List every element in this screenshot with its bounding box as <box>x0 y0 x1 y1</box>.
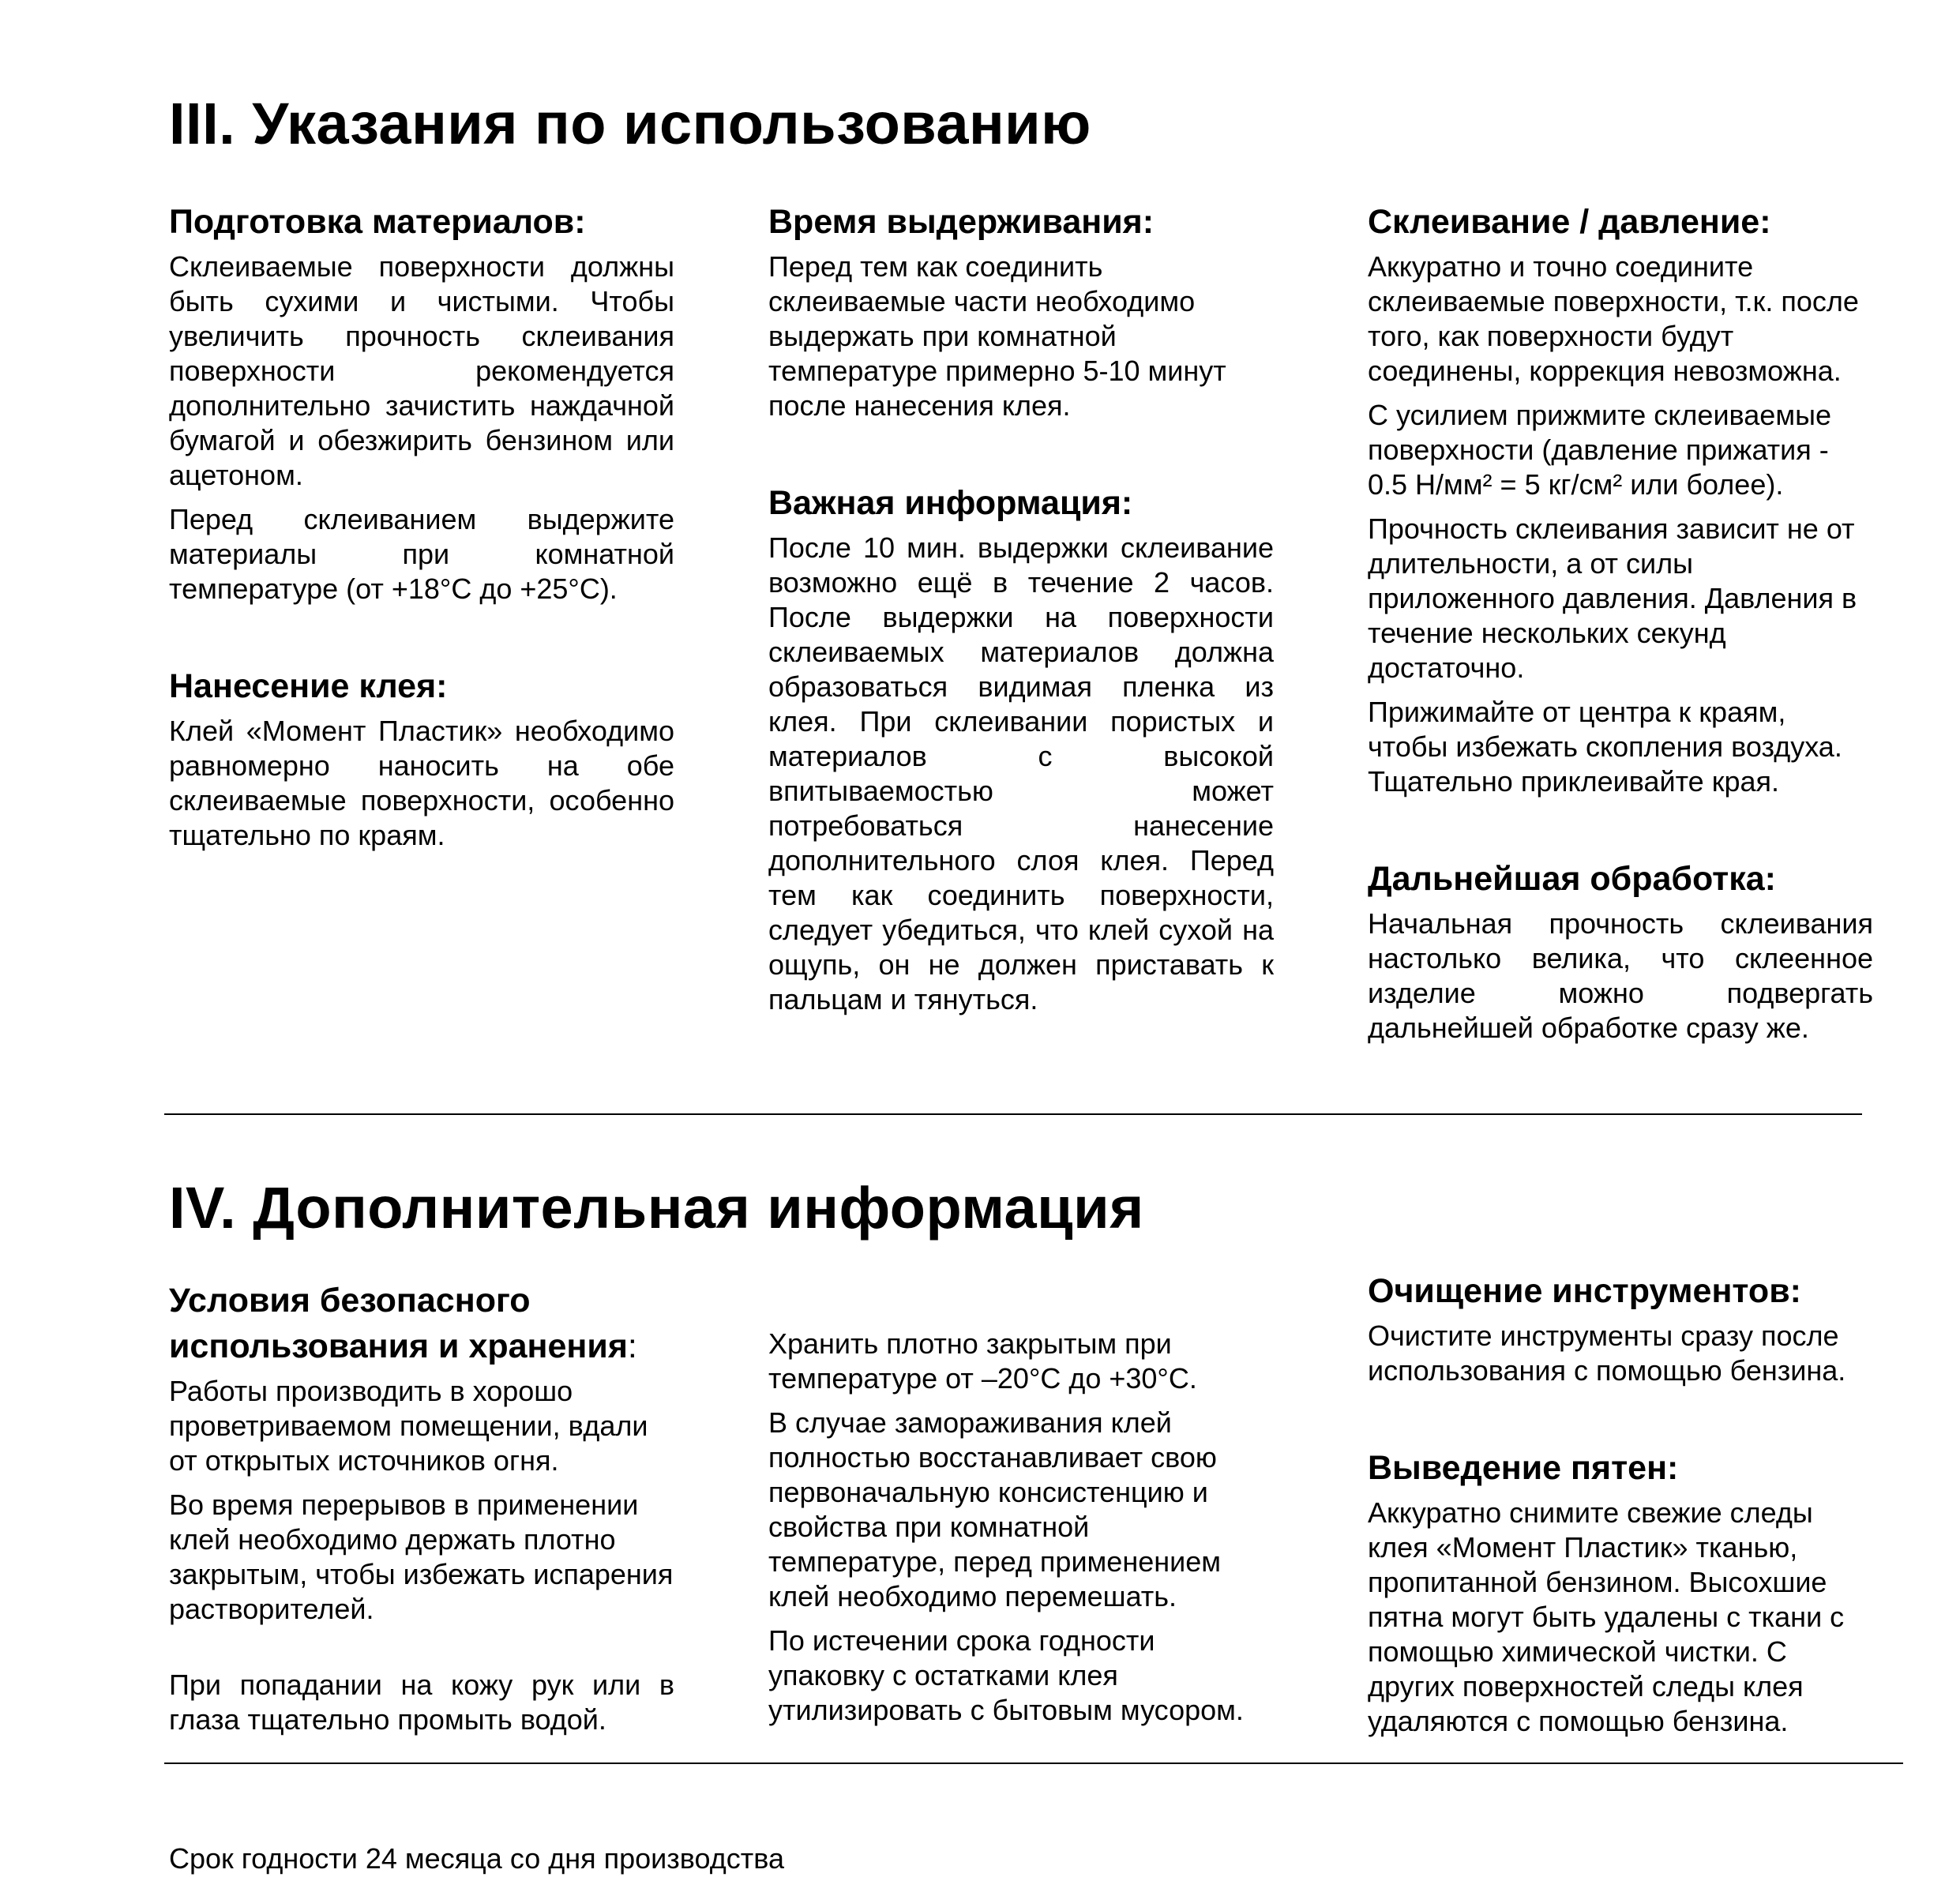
hold-time-section <box>768 199 1274 423</box>
further-processing-heading: Дальнейшая обработка: <box>1368 860 1776 898</box>
tool-cleaning-section <box>1368 1268 1873 1388</box>
bonding-paragraph-3: Прочность склеивания зависит не от длительности, а от силы приложенного давления. Давления в течение нескольких секунд достаточно. <box>1368 512 1857 684</box>
apply-heading: Нанесение клея: <box>169 667 448 705</box>
storage-section <box>768 1327 1274 1728</box>
prep-heading: Подготовка материалов: <box>169 203 586 241</box>
section-4-column-2 <box>768 1327 1274 1785</box>
hold-time-paragraph: Перед тем как соединить склеиваемые части необходимо выдержать при комнатной температуре примерно 5-10 минут после нанесения клея. <box>768 250 1226 422</box>
important-info-paragraph: После 10 мин. выдержки склеивание возможно ещё в течение 2 часов. После выдержки на поверхности склеиваемых материалов должна образоваться видимая пленка из клея. При склеивании пористых и материалов с высокой впитываемостью может потребоваться нанесение дополнительного слоя клея. Перед тем как соединить поверхности, следует убедиться, что клей сухой на ощупь, он не должен приставать к пальцам и тянуться. <box>768 531 1274 1015</box>
prep-paragraph-1: Склеиваемые поверхности должны быть сухими и чистыми. Чтобы увеличить прочность склеивания поверхности рекомендуется дополнительно зачистить наждачной бумагой и обезжирить бензином или ацетоном. <box>169 250 674 491</box>
section-4-column-3 <box>1368 1268 1873 1796</box>
stain-removal-heading: Выведение пятен: <box>1368 1449 1679 1487</box>
footer-divider <box>164 1763 1903 1764</box>
bonding-paragraph-4: Прижимайте от центра к краям, чтобы избежать скопления воздуха. Тщательно приклеивайте края. <box>1368 696 1842 798</box>
further-processing-paragraph: Начальная прочность склеивания настолько велика, что склеенное изделие можно подвергать дальнейшей обработке сразу же. <box>1368 907 1873 1044</box>
stain-removal-paragraph: Аккуратно снимите свежие следы клея «Момент Пластик» тканью, пропитанной бензином. Высохшие пятна могут быть удалены с ткани с помощью химической чистки. С других поверхностей следы клея удаляются с помощью бензина. <box>1368 1496 1845 1737</box>
section-3-column-2 <box>768 199 1274 1074</box>
important-info-heading: Важная информация: <box>768 484 1133 522</box>
safety-storage-section <box>169 1278 674 1737</box>
prep-section <box>169 199 674 606</box>
important-info-section <box>768 480 1274 1017</box>
storage-paragraph-3: По истечении срока годности упаковку с остатками клея утилизировать с бытовым мусором. <box>768 1624 1244 1726</box>
bonding-section <box>1368 199 1873 799</box>
apply-paragraph: Клей «Момент Пластик» необходимо равномерно наносить на обе склеиваемые поверхности, особенно тщательно по краям. <box>169 715 674 851</box>
safety-storage-heading-line-1: Условия безопасного <box>169 1282 531 1320</box>
bonding-paragraph-1: Аккуратно и точно соедините склеиваемые поверхности, т.к. после того, как поверхности будут соединены, коррекция невозможна. <box>1368 250 1859 387</box>
apply-section <box>169 663 674 853</box>
safety-storage-heading-colon: : <box>627 1327 637 1365</box>
safety-paragraph-1: Работы производить в хорошо проветриваемом помещении, вдали от открытых источников огня. <box>169 1375 648 1477</box>
tool-cleaning-paragraph: Очистите инструменты сразу после использования с помощью бензина. <box>1368 1320 1846 1387</box>
bonding-heading: Склеивание / давление: <box>1368 203 1771 241</box>
section-divider <box>164 1113 1862 1115</box>
storage-paragraph-1: Хранить плотно закрытым при температуре от –20°С до +30°С. <box>768 1327 1197 1395</box>
bonding-paragraph-2: С усилием прижмите склеиваемые поверхности (давление прижатия - 0.5 Н/мм² = 5 кг/см² или более). <box>1368 399 1831 501</box>
hold-time-heading: Время выдерживания: <box>768 203 1155 241</box>
tool-cleaning-heading: Очищение инструментов: <box>1368 1272 1801 1310</box>
section-3-column-3 <box>1368 199 1873 1102</box>
section-4-title: IV. Дополнительная информация <box>169 1175 1144 1241</box>
prep-paragraph-2: Перед склеиванием выдержите материалы при комнатной температуре (от +18°С до +25°С). <box>169 503 674 605</box>
safety-paragraph-2: Во время перерывов в применении клей необходимо держать плотно закрытым, чтобы избежать испарения растворителей. <box>169 1488 674 1625</box>
stain-removal-section <box>1368 1445 1873 1739</box>
safety-storage-heading-line-2: использования и хранения <box>169 1327 628 1365</box>
section-4-column-1 <box>169 1278 674 1747</box>
shelf-life-note: Срок годности 24 месяца со дня производства <box>169 1842 784 1875</box>
storage-paragraph-2: В случае замораживания клей полностью восстанавливает свою первоначальную консистенцию и свойства при комнатной температуре, перед применением клей необходимо перемешать. <box>768 1406 1221 1612</box>
section-3-column-1 <box>169 199 674 910</box>
safety-paragraph-3: При попадании на кожу рук или в глаза тщательно промыть водой. <box>169 1669 674 1736</box>
safety-storage-heading <box>169 1278 674 1369</box>
further-processing-section <box>1368 856 1873 1045</box>
section-3-title: III. Указания по использованию <box>169 91 1091 156</box>
